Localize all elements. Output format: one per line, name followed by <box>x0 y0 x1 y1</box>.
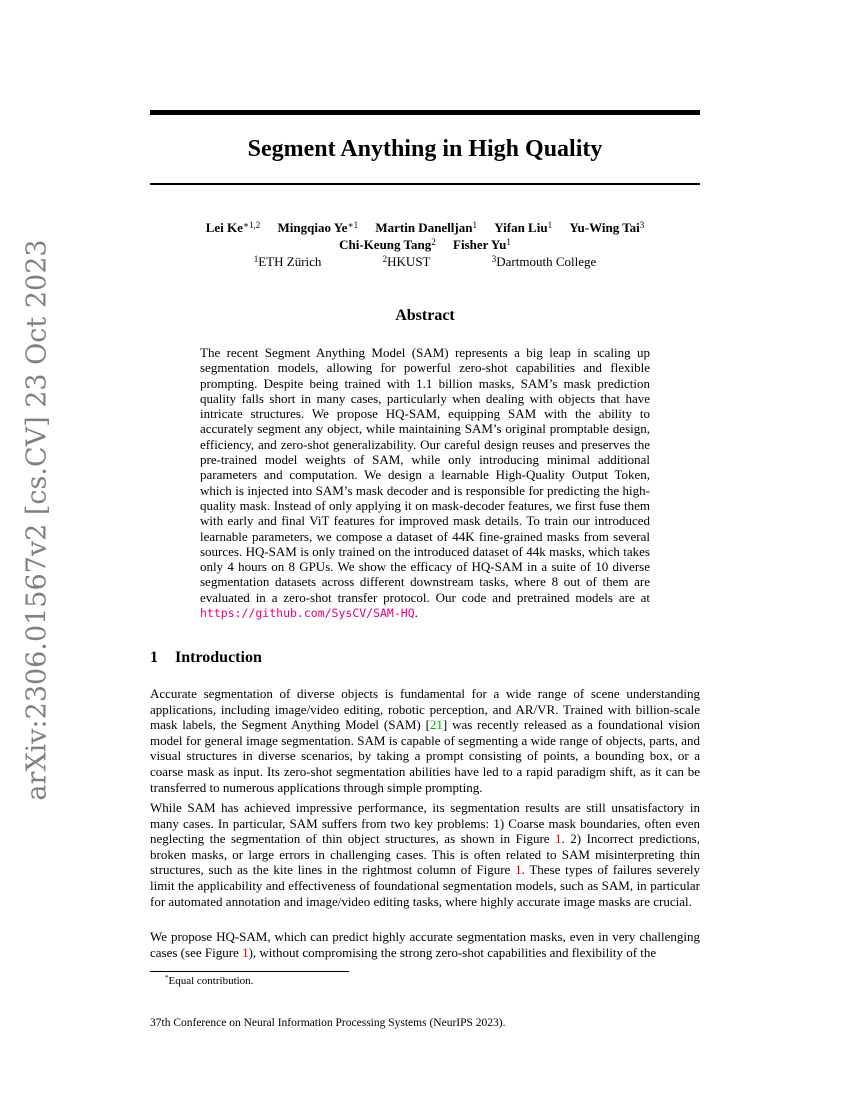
code-link[interactable]: https://github.com/SysCV/SAM-HQ <box>200 606 415 621</box>
paragraph-text: While SAM has achieved impressive performance, its segmentation results are still unsatisfactory in many cases. In particular, SAM suffers from two key problems: 1) Coarse mask boundaries, often even neglecting the segmentation of thin object structures, as shown in Figure <box>150 800 700 847</box>
affiliation-mark: 2 <box>382 254 388 264</box>
abstract-text: The recent Segment Anything Model (SAM) represents a big leap in scaling up segmentation models, allowing for powerful zero-shot capabilities and flexible prompting. Despite being trained with 1.1 billion masks, SAM’s mask prediction quality falls short in many cases, particularly when dealing with objects that have intricate structures. We propose HQ-SAM, equipping SAM with the ability to accurately segment any object, while maintaining SAM’s original promptable design, efficiency, and zero-shot generalizability. Our careful design reuses and preserves the pre-trained model weights of SAM, while only introducing minimal additional parameters and computation. We design a learnable High-Quality Output Token, which is injected into SAM’s mask decoder and is responsible for predicting the high-quality mask. Instead of only applying it on mask-decoder features, we first fuse them with early and final ViT features for improved mask details. To train our introduced learnable parameters, we compose a dataset of 44K fine-grained masks from several sources. HQ-SAM is only trained on the introduced dataset of 44k masks, which takes only 4 hours on 8 GPUs. We show the efficacy of HQ-SAM in a suite of 10 diverse segmentation datasets across different downstream tasks, where 8 out of them are evaluated in a zero-shot transfer protocol. Our code and pretrained models are at <box>200 345 650 605</box>
author-name: Chi-Keung Tang <box>339 237 432 252</box>
paragraph-text: ] was recently released as a foundational vision model for general image segmentation. SAM is capable of segmenting a wide range of objects, parts, and visual structures in diverse scenarios, by taking a prompt consisting of points, a bounding box, or a coarse mask as input. Its zero-shot segmentation abilities have led to a rapid paradigm shift, as it can be transferred to numerous applications through simple prompting. <box>150 717 700 795</box>
affiliation-eth: ETH Zürich <box>258 254 322 269</box>
title-top-rule <box>150 110 700 115</box>
author-affiliation-mark: 2 <box>431 237 436 247</box>
abstract-heading: Abstract <box>395 307 455 324</box>
author-affiliation-mark: 1 <box>472 220 477 230</box>
citation-link[interactable]: 21 <box>429 717 443 733</box>
paragraph-text: Accurate segmentation of diverse objects is fundamental for a wide range of scene understanding applications, including image/video editing, robotic perception, and AR/VR. Trained with billion-scale mask labels, the Segment Anything Model (SAM) [ <box>150 686 700 733</box>
abstract-body <box>200 345 650 621</box>
author-affiliation-mark: ∗1,2 <box>242 220 261 230</box>
author-line-2 <box>150 236 700 253</box>
footnote-mark: * <box>165 974 169 982</box>
paragraph-text: . 2) Incorrect predictions, broken masks, or large errors in challenging cases. This is often related to SAM misinterpreting thin structures, such as the kite lines in the rightmost column of Figure <box>150 831 700 878</box>
author-name: Yifan Liu <box>494 220 548 235</box>
author-name: Mingqiao Ye <box>277 220 348 235</box>
paragraph-text: We propose HQ-SAM, which can predict highly accurate segmentation masks, even in very challenging cases (see Figure <box>150 929 700 960</box>
affiliation-dartmouth: Dartmouth College <box>496 254 597 269</box>
author-affiliation-mark: 1 <box>506 237 511 247</box>
title-bottom-rule <box>150 183 700 185</box>
footnote <box>165 974 253 988</box>
author-affiliation-mark: 3 <box>639 220 645 230</box>
author-affiliation-mark: 1 <box>547 220 553 230</box>
author-line-1 <box>150 219 700 236</box>
affiliation-mark: 3 <box>491 254 497 264</box>
intro-paragraph-1 <box>150 686 700 795</box>
paper-title: Segment Anything in High Quality <box>247 136 603 162</box>
intro-paragraph-2 <box>150 800 700 909</box>
author-name: Fisher Yu <box>453 237 507 252</box>
affiliation-hkust: HKUST <box>387 254 431 269</box>
intro-paragraph-3 <box>150 929 700 960</box>
author-affiliation-mark: ∗1 <box>347 220 359 230</box>
conference-footer: 37th Conference on Neural Information Processing Systems (NeurIPS 2023). <box>150 1017 506 1029</box>
section-title: Introduction <box>175 649 262 666</box>
author-name: Martin Danelljan <box>375 220 473 235</box>
author-block <box>150 219 700 270</box>
affiliation-line <box>150 253 700 270</box>
figure-ref-link[interactable]: 1 <box>515 862 522 878</box>
author-name: Lei Ke <box>205 220 243 235</box>
author-name: Yu-Wing Tai <box>569 220 640 235</box>
abstract-end-punct: . <box>414 605 418 621</box>
arxiv-identifier-stamp: arXiv:2306.01567v2 [cs.CV] 23 Oct 2023 <box>21 239 53 801</box>
section-number: 1 <box>150 649 158 666</box>
section-heading-introduction <box>150 649 262 667</box>
paragraph-text: . These types of failures severely limit the applicability and effectiveness of foundational segmentation models, such as SAM, in particular for automated annotation and image/video editing tasks, where highly accurate image masks are crucial. <box>150 862 700 909</box>
figure-ref-link[interactable]: 1 <box>555 831 562 847</box>
figure-ref-link[interactable]: 1 <box>242 944 249 960</box>
paragraph-text: ), without compromising the strong zero-shot capabilities and flexibility of the <box>248 944 657 960</box>
affiliation-mark: 1 <box>253 254 259 264</box>
footnote-rule <box>150 971 349 972</box>
footnote-text: Equal contribution. <box>168 975 254 987</box>
